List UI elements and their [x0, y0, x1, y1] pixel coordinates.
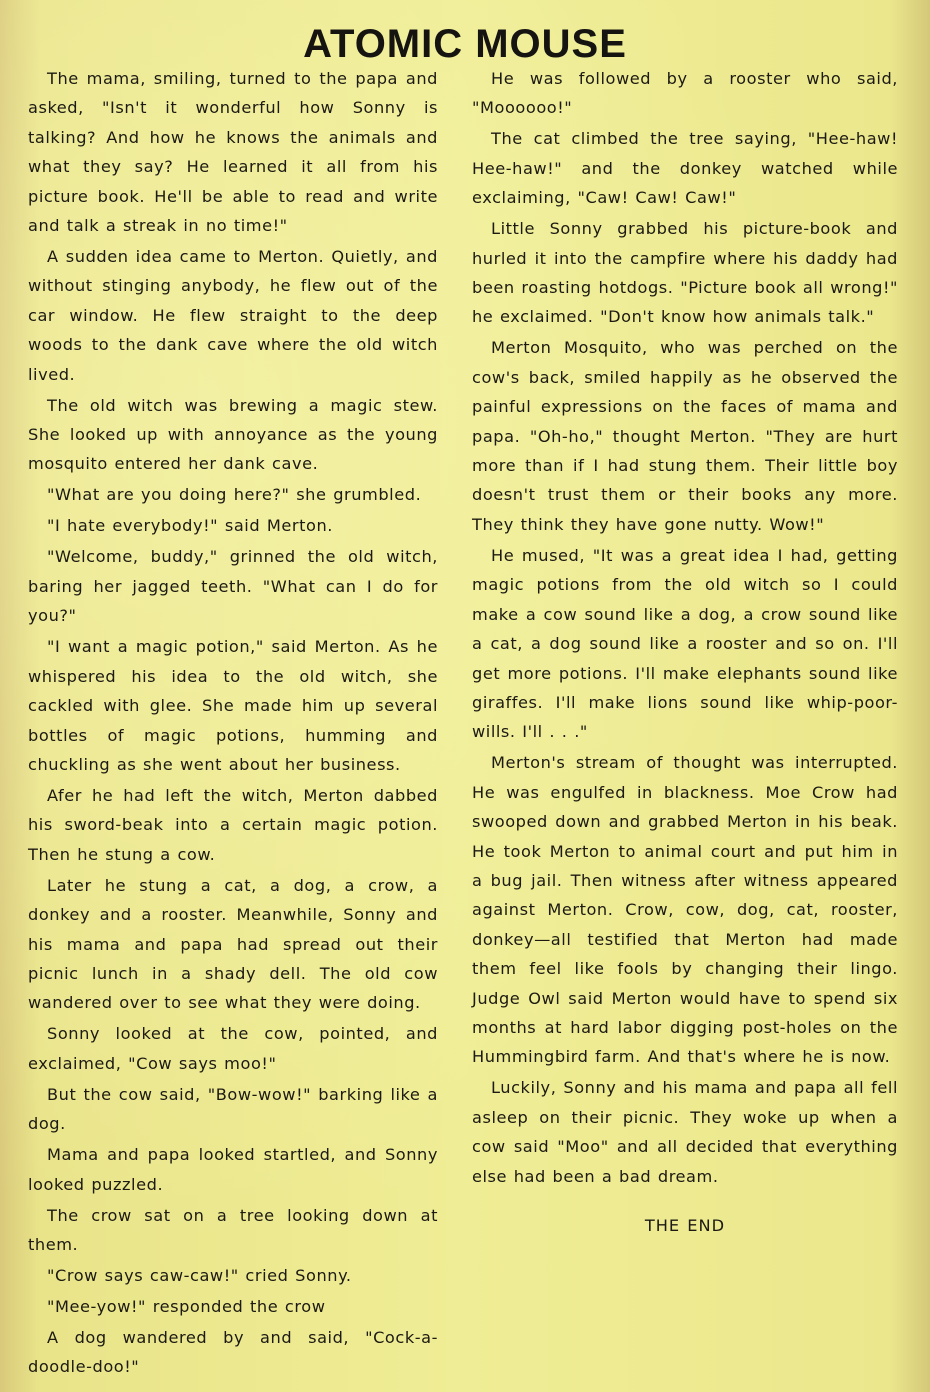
paragraph: The crow sat on a tree looking down at them.: [28, 1205, 438, 1254]
paragraph: "Crow says caw-caw!" cried Sonny.: [47, 1265, 352, 1285]
paragraph: The mama, smiling, turned to the papa and asked, "Isn't it wonderful how Sonny is talking? And how he knows the animals and what they say? He learned it all from his picture book. He'll be able to read and write and talk a streak in no time!": [28, 69, 438, 236]
page-title: ATOMIC MOUSE: [303, 22, 627, 66]
paragraph: The old witch was brewing a magic stew. She looked up with annoyance as the young mosquito entered her dank cave.: [28, 395, 438, 474]
paragraph: Mama and papa looked startled, and Sonny looked puzzled.: [28, 1145, 438, 1194]
paragraph: "I want a magic potion," said Merton. As he whispered his idea to the old witch, she cackled with glee. She made him up several bottles of magic potions, humming and chuckling as she went about her business.: [28, 637, 438, 774]
paragraph: "Welcome, buddy," grinned the old witch, baring her jagged teeth. "What can I do for you?": [28, 547, 438, 626]
paragraph: Merton Mosquito, who was perched on the cow's back, smiled happily as he observed the painful expressions on the faces of mama and papa. "Oh-ho," thought Merton. "They are hurt more than if I had stung them. Their little boy doesn't trust them or their books any more. They think they have gone nutty. Wow!": [472, 338, 898, 534]
paragraph: "What are you doing here?" she grumbled.: [47, 485, 422, 505]
paragraph: A dog wandered by and said, "Cock-a-doodle-doo!": [28, 1327, 438, 1377]
paragraph: The cat climbed the tree saying, "Hee-haw! Hee-haw!" and the donkey watched while exclaiming, "Caw! Caw! Caw!": [472, 129, 898, 208]
paragraph: "I hate everybody!" said Merton.: [47, 516, 333, 536]
paragraph: "Mee-yow!" responded the crow: [47, 1296, 326, 1316]
paragraph: Later he stung a cat, a dog, a crow, a donkey and a rooster. Meanwhile, Sonny and his mama and papa had spread out their picnic lunch in a shady dell. The old cow wandered over to see what they were doing.: [28, 875, 438, 1013]
right-text-column: [472, 64, 898, 1242]
paragraph: Sonny looked at the cow, pointed, and exclaimed, "Cow says moo!": [28, 1024, 438, 1073]
paragraph: A sudden idea came to Merton. Quietly, and without stinging anybody, he flew out of the car window. He flew straight to the deep woods to the dank cave where the old witch lived.: [28, 247, 438, 384]
paragraph: He mused, "It was a great idea I had, getting magic potions from the old witch so I could make a cow sound like a dog, a crow sound like a cat, a dog sound like a rooster and so on. I'll get more potions. I'll make elephants sound like giraffes. I'll make lions sound like whip-poor-wills. I'll . . .": [472, 545, 898, 742]
paragraph: Merton's stream of thought was interrupted. He was engulfed in blackness. Moe Crow had swooped down and grabbed Merton in his beak. He took Merton to animal court and put him in a bug jail. Then witness after witness appeared against Merton. Crow, cow, dog, cat, rooster, donkey—all testified that Merton had made them feel like fools by changing their lingo. Judge Owl said Merton would have to spend six months at hard labor digging post-holes on the Hummingbird farm. And that's where he is now.: [472, 753, 898, 1067]
paragraph: Afer he had left the witch, Merton dabbed his sword-beak into a certain magic potion. Then he stung a cow.: [28, 785, 438, 864]
paragraph: Little Sonny grabbed his picture-book and hurled it into the campfire where his daddy had been roasting hotdogs. "Picture book all wrong!" he exclaimed. "Don't know how animals talk.": [472, 219, 898, 327]
the-end-label: THE END: [644, 1216, 726, 1235]
paragraph: He was followed by a rooster who said, "Moooooo!": [472, 69, 898, 118]
paragraph: Luckily, Sonny and his mama and papa all fell asleep on their picnic. They woke up when a cow said "Moo" and all decided that everything else had been a bad dream.: [472, 1078, 898, 1186]
paragraph: But the cow said, "Bow-wow!" barking like a dog.: [28, 1084, 438, 1134]
left-text-column: [28, 64, 438, 1383]
